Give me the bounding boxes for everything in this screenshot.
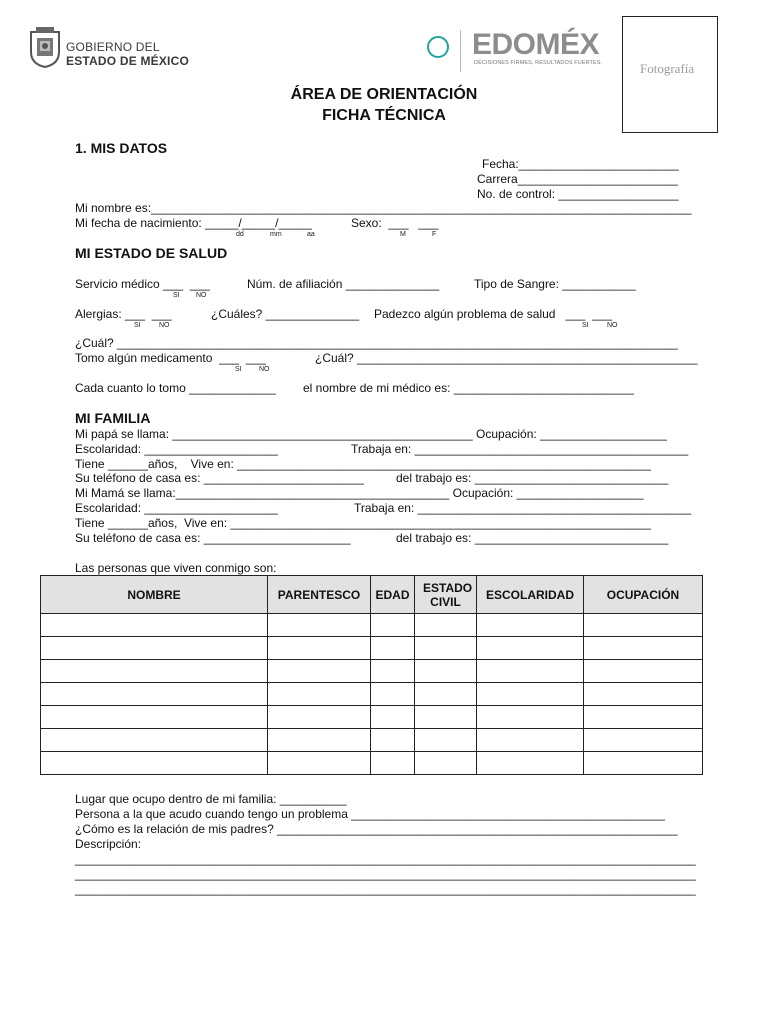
carrera-field[interactable]: Carrera________________________: [477, 172, 678, 186]
si-label: SI: [134, 322, 141, 329]
telefono-casa-papa-field[interactable]: Su teléfono de casa es: ________________________: [75, 471, 364, 485]
frecuencia-field[interactable]: Cada cuanto lo tomo _____________: [75, 381, 276, 395]
personas-label: Las personas que viven conmigo son:: [75, 561, 277, 575]
descripcion-label: Descripción:: [75, 837, 142, 851]
table-cell[interactable]: [415, 752, 477, 775]
table-row: [41, 614, 703, 637]
photo-label: Fotografía: [640, 61, 695, 76]
si-label: SI: [173, 292, 180, 299]
table-cell[interactable]: [584, 729, 703, 752]
table-cell[interactable]: [41, 614, 268, 637]
table-cell[interactable]: [41, 637, 268, 660]
table-row: [41, 660, 703, 683]
column-header: EDAD: [371, 576, 415, 614]
afiliacion-field[interactable]: Núm. de afiliación ______________: [247, 277, 440, 291]
column-header: NOMBRE: [41, 576, 268, 614]
table-cell[interactable]: [477, 637, 584, 660]
edad-domicilio-papa-field[interactable]: Tiene ______años, Vive en: ______________________________________________________________: [75, 457, 651, 471]
table-cell[interactable]: [584, 660, 703, 683]
table-cell[interactable]: [371, 729, 415, 752]
telefono-casa-mama-field[interactable]: Su teléfono de casa es: ______________________: [75, 531, 351, 545]
padezco-field[interactable]: Padezco algún problema de salud ___ ___: [374, 307, 613, 321]
descripcion-line[interactable]: _____________________________________________________________________________________________: [75, 882, 696, 896]
trabajo-mama-field[interactable]: Trabaja en: _________________________________________: [354, 501, 692, 515]
tipo-sangre-field[interactable]: Tipo de Sangre: ___________: [474, 277, 636, 291]
table-cell[interactable]: [415, 637, 477, 660]
mama-field[interactable]: Mi Mamá se llama:_________________________________________ Ocupación: ___________________: [75, 486, 644, 500]
descripcion-line[interactable]: _____________________________________________________________________________________________: [75, 867, 696, 881]
sexo-field[interactable]: Sexo: ___ ___: [351, 216, 439, 230]
table-cell[interactable]: [415, 660, 477, 683]
table-cell[interactable]: [371, 637, 415, 660]
nombre-field[interactable]: Mi nombre es:_________________________________________________________________________________: [75, 201, 692, 215]
no-control-field[interactable]: No. de control: __________________: [477, 187, 679, 201]
si-label: SI: [235, 366, 242, 373]
table-cell[interactable]: [268, 706, 371, 729]
aa-label: aa: [307, 231, 315, 238]
gov-line1: GOBIERNO DEL: [66, 40, 160, 54]
lugar-familia-field[interactable]: Lugar que ocupo dentro de mi familia: __________: [75, 792, 347, 806]
logo-divider: [460, 30, 461, 72]
telefono-trabajo-papa-field[interactable]: del trabajo es: _____________________________: [396, 471, 669, 485]
table-row: [41, 752, 703, 775]
escolaridad-mama-field[interactable]: Escolaridad: ____________________: [75, 501, 278, 515]
table-cell[interactable]: [371, 706, 415, 729]
table-cell[interactable]: [41, 660, 268, 683]
column-header: PARENTESCO: [268, 576, 371, 614]
edad-domicilio-mama-field[interactable]: Tiene ______años, Vive en: _______________________________________________________________: [75, 516, 651, 530]
persona-problema-field[interactable]: Persona a la que acudo cuando tengo un problema _______________________________________________: [75, 807, 665, 821]
table-row: [41, 683, 703, 706]
table-cell[interactable]: [415, 706, 477, 729]
table-cell[interactable]: [371, 614, 415, 637]
table-cell[interactable]: [477, 729, 584, 752]
table-cell[interactable]: [268, 614, 371, 637]
si-label: SI: [582, 322, 589, 329]
table-cell[interactable]: [268, 752, 371, 775]
cuales-field[interactable]: ¿Cuáles? ______________: [211, 307, 360, 321]
table-cell[interactable]: [41, 706, 268, 729]
table-cell[interactable]: [268, 683, 371, 706]
medicamento-field[interactable]: Tomo algún medicamento ___ ___: [75, 351, 266, 365]
government-logo-text: [66, 40, 189, 68]
servicio-medico-field[interactable]: Servicio médico ___ ___: [75, 277, 210, 291]
dd-label: dd: [236, 231, 244, 238]
descripcion-line[interactable]: _____________________________________________________________________________________________: [75, 852, 696, 866]
table-cell[interactable]: [477, 706, 584, 729]
page-subtitle: FICHA TÉCNICA: [322, 107, 446, 124]
escolaridad-papa-field[interactable]: Escolaridad: ____________________: [75, 442, 278, 456]
section-heading-mis-datos: 1. MIS DATOS: [75, 140, 168, 156]
f-label: F: [432, 231, 437, 238]
column-header: ESTADO CIVIL: [415, 576, 477, 614]
fecha-field[interactable]: Fecha:________________________: [482, 157, 679, 171]
table-cell[interactable]: [371, 660, 415, 683]
seal-icon: [427, 36, 449, 58]
table-cell[interactable]: [268, 729, 371, 752]
table-cell[interactable]: [584, 752, 703, 775]
brand-slogan: DECISIONES FIRMES, RESULTADOS FUERTES.: [474, 60, 603, 66]
table-cell[interactable]: [415, 729, 477, 752]
table-cell[interactable]: [41, 752, 268, 775]
no-label: NO: [159, 322, 170, 329]
table-cell[interactable]: [415, 614, 477, 637]
coat-of-arms-icon: [28, 26, 62, 73]
table-row: [41, 706, 703, 729]
people-table: [40, 575, 703, 775]
table-cell[interactable]: [584, 614, 703, 637]
table-cell[interactable]: [41, 729, 268, 752]
alergias-field[interactable]: Alergias: ___ ___: [75, 307, 172, 321]
section-heading-salud: MI ESTADO DE SALUD: [75, 245, 228, 261]
no-label: NO: [196, 292, 207, 299]
table-cell[interactable]: [371, 683, 415, 706]
table-row: [41, 637, 703, 660]
gov-line2: ESTADO DE MÉXICO: [66, 54, 189, 68]
column-header: ESCOLARIDAD: [477, 576, 584, 614]
table-cell[interactable]: [415, 683, 477, 706]
medico-field[interactable]: el nombre de mi médico es: ___________________________: [303, 381, 634, 395]
cual-medicamento-field[interactable]: ¿Cuál? ___________________________________________________: [315, 351, 698, 365]
table-cell[interactable]: [41, 683, 268, 706]
table-cell[interactable]: [477, 683, 584, 706]
table-cell[interactable]: [477, 660, 584, 683]
table-cell[interactable]: [477, 614, 584, 637]
table-cell[interactable]: [371, 752, 415, 775]
column-header: OCUPACIÓN: [584, 576, 703, 614]
table-cell[interactable]: [268, 637, 371, 660]
telefono-trabajo-mama-field[interactable]: del trabajo es: _____________________________: [396, 531, 669, 545]
section-heading-familia: MI FAMILIA: [75, 410, 151, 426]
no-label: NO: [259, 366, 270, 373]
cual-field[interactable]: ¿Cuál? ____________________________________________________________________________________: [75, 336, 678, 350]
brand-logo: EDOMÉX: [472, 28, 600, 61]
mm-label: mm: [270, 231, 282, 238]
no-label: NO: [607, 322, 618, 329]
table-cell[interactable]: [584, 683, 703, 706]
papa-field[interactable]: Mi papá se llama: _____________________________________________ Ocupación: ___________________: [75, 427, 667, 441]
relacion-padres-field[interactable]: ¿Cómo es la relación de mis padres? ____________________________________________________________: [75, 822, 678, 836]
table-cell[interactable]: [584, 706, 703, 729]
fecha-nacimiento-field[interactable]: Mi fecha de nacimiento: _____/_____/_____: [75, 216, 312, 230]
trabajo-papa-field[interactable]: Trabaja en: _________________________________________: [351, 442, 689, 456]
table-cell[interactable]: [584, 637, 703, 660]
table-cell[interactable]: [477, 752, 584, 775]
table-row: [41, 729, 703, 752]
m-label: M: [400, 231, 406, 238]
table-header-row: [41, 576, 703, 614]
table-cell[interactable]: [268, 660, 371, 683]
page-title: ÁREA DE ORIENTACIÓN: [290, 86, 478, 103]
